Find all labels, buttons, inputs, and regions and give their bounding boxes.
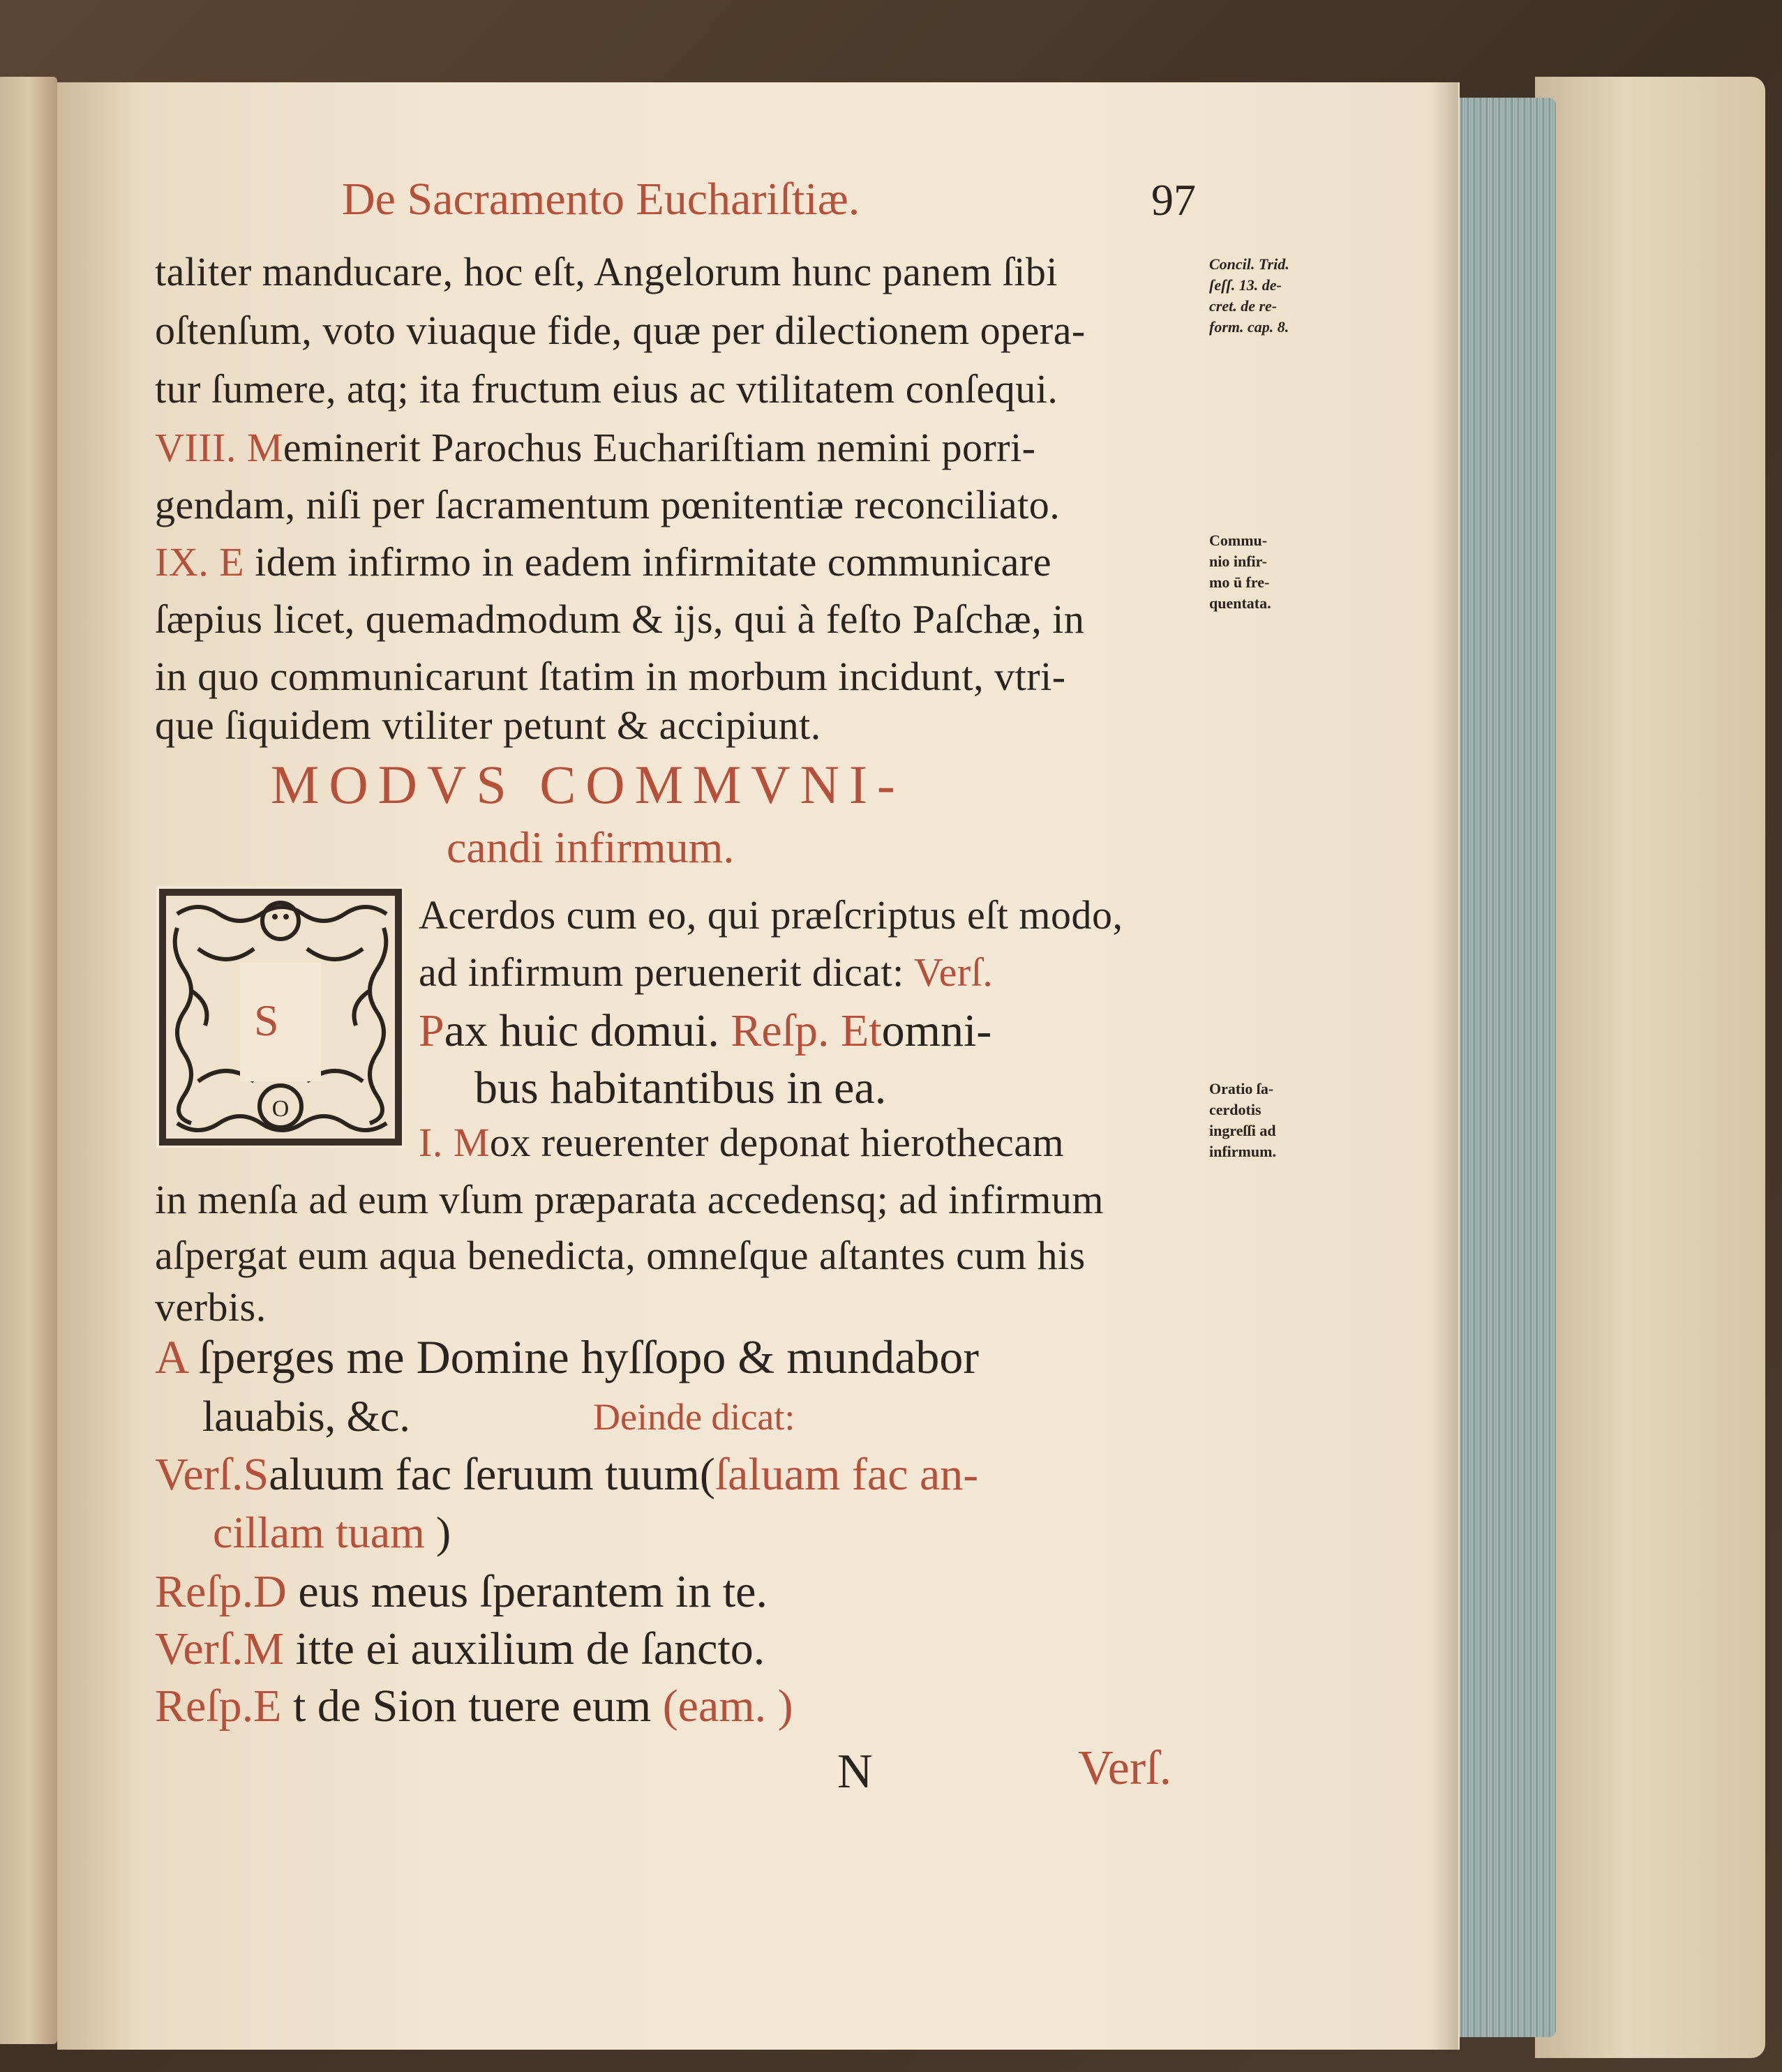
signature-mark: N bbox=[837, 1745, 873, 1799]
margin-note-council bbox=[1209, 254, 1289, 338]
para-line6: in menſa ad eum vſum præparata accedensq; ad infirmum bbox=[155, 1177, 1105, 1222]
margin-note-line: quentata. bbox=[1209, 594, 1271, 612]
page-gutter-shadow bbox=[1430, 82, 1458, 2050]
rubric-vers: Verſ. bbox=[155, 1623, 244, 1674]
item-initial: E bbox=[219, 539, 245, 585]
ornament-frame-icon bbox=[156, 886, 405, 1148]
para-line4: bus habitantibus in ea. bbox=[474, 1063, 887, 1113]
para-text: ad infirmum peruenerit dicat: bbox=[419, 949, 904, 995]
svg-text:O: O bbox=[271, 1096, 290, 1122]
prayer-text: lauabis, &c. bbox=[202, 1393, 410, 1441]
versicle-1-cont bbox=[213, 1507, 451, 1559]
margin-note-line: ſeſſ. 13. de- bbox=[1209, 276, 1282, 294]
margin-note-line: cerdotis bbox=[1209, 1101, 1261, 1118]
running-title: De Sacramento Euchariſtiæ. bbox=[342, 174, 860, 225]
item-text: eminerit Parochus Euchariſtiam nemini porri- bbox=[283, 425, 1036, 470]
margin-note-communio bbox=[1209, 530, 1271, 614]
para-line5 bbox=[419, 1119, 1064, 1166]
item-ix-line4: que ſiquidem vtiliter petunt & accipiunt. bbox=[155, 703, 821, 748]
item-number: IX. bbox=[155, 539, 209, 585]
item-number: VIII. bbox=[155, 425, 237, 470]
margin-note-line: cret. de re- bbox=[1209, 297, 1278, 315]
dropcap-letter: S bbox=[254, 996, 279, 1045]
rubric-resp: Reſp. bbox=[155, 1681, 254, 1732]
margin-note-line: nio infir- bbox=[1209, 553, 1267, 570]
para-line3 bbox=[419, 1005, 991, 1058]
item-viii-line1 bbox=[155, 424, 1036, 471]
rubric-initial: D bbox=[253, 1566, 287, 1617]
prayer-text: itte ei auxilium de ſancto. bbox=[295, 1623, 765, 1674]
rubric-resp: Reſp. bbox=[731, 1005, 830, 1056]
section-heading-line2: candi infirmum. bbox=[447, 823, 735, 872]
rubric-initial: A bbox=[155, 1330, 187, 1383]
margin-note-line: ingreſſi ad bbox=[1209, 1122, 1276, 1139]
book-cover bbox=[1535, 77, 1765, 2058]
margin-note-line: mo ū fre- bbox=[1209, 573, 1270, 591]
prayer-text: eus meus ſperantem in te. bbox=[298, 1566, 768, 1617]
margin-note-line: Commu- bbox=[1209, 532, 1268, 549]
para-line2 bbox=[419, 949, 993, 996]
response-2 bbox=[155, 1680, 793, 1733]
page-number: 97 bbox=[1151, 175, 1196, 225]
rubric-vers: Verſ. bbox=[155, 1449, 244, 1500]
text-line: tur ſumere, atq; ita fructum eius ac vtilitatem conſequi. bbox=[155, 366, 1058, 412]
margin-note-line: Concil. Trid. bbox=[1209, 255, 1289, 273]
margin-note-line: form. cap. 8. bbox=[1209, 318, 1289, 336]
prayer-text: ) bbox=[435, 1508, 451, 1557]
margin-note-line: Oratio ſa- bbox=[1209, 1080, 1274, 1097]
item-text: idem infirmo in eadem infirmitate communicare bbox=[255, 539, 1051, 585]
para-text: ox reuerenter deponat hierothecam bbox=[489, 1120, 1065, 1165]
page-edges bbox=[1451, 98, 1556, 2037]
item-ix-line3: in quo communicarunt ſtatim in morbum incidunt, vtri- bbox=[155, 654, 1066, 699]
prayer-text: ſperges me Domine hyſſopo & mundabor bbox=[198, 1330, 980, 1383]
rubric-initial: P bbox=[419, 1005, 444, 1056]
item-ix-line2: ſæpius licet, quemadmodum & ijs, qui à feſto Paſchæ, in bbox=[155, 596, 1085, 642]
versicle-2 bbox=[155, 1623, 765, 1676]
rubric-variant: cillam tuam bbox=[213, 1508, 425, 1557]
decorated-initial bbox=[156, 886, 405, 1148]
item-viii-line2: gendam, niſi per ſacramentum pœnitentiæ reconciliato. bbox=[155, 482, 1061, 527]
margin-note-oratio bbox=[1209, 1079, 1276, 1162]
catchword: Verſ. bbox=[1078, 1741, 1172, 1795]
para-text: ax huic domui. bbox=[444, 1005, 719, 1056]
text-line: taliter manducare, hoc eſt, Angelorum hunc panem ſibi bbox=[155, 249, 1058, 294]
asperges-line2 bbox=[202, 1392, 410, 1442]
rubric-initial: I. M bbox=[419, 1120, 490, 1165]
para-line8: verbis. bbox=[155, 1284, 267, 1330]
rubric-vers: Verſ. bbox=[913, 949, 994, 995]
response-1 bbox=[155, 1566, 768, 1619]
prayer-text: t de Sion tuere eum bbox=[292, 1681, 652, 1732]
rubric-deinde: Deinde dicat: bbox=[593, 1396, 795, 1438]
section-heading-line1: MODVS COMMVNI- bbox=[271, 754, 905, 815]
rubric-resp: Reſp. bbox=[155, 1566, 254, 1617]
rubric-initial: S bbox=[243, 1449, 269, 1500]
rubric-initial: M bbox=[243, 1623, 285, 1674]
prayer-text: aluum fac ſeruum tuum( bbox=[269, 1449, 715, 1500]
item-initial: M bbox=[246, 425, 283, 470]
margin-note-line: infirmum. bbox=[1209, 1143, 1276, 1160]
asperges-line1 bbox=[155, 1330, 979, 1385]
facing-page-edge bbox=[0, 77, 57, 2044]
item-ix-line1 bbox=[155, 539, 1051, 585]
rubric-initial: E bbox=[253, 1681, 282, 1732]
rubric-variant: ſaluam fac an- bbox=[714, 1449, 979, 1500]
para-line1: Acerdos cum eo, qui præſcriptus eſt modo, bbox=[419, 892, 1123, 938]
rubric-initial: Et bbox=[840, 1005, 882, 1056]
versicle-1 bbox=[155, 1448, 978, 1501]
text-line: oſtenſum, voto viuaque fide, quæ per dilectionem opera- bbox=[155, 308, 1086, 353]
rubric-variant: (eam. ) bbox=[662, 1681, 793, 1732]
para-line7: aſpergat eum aqua benedicta, omneſque aſtantes cum his bbox=[155, 1233, 1086, 1278]
para-text: omni- bbox=[881, 1005, 992, 1056]
